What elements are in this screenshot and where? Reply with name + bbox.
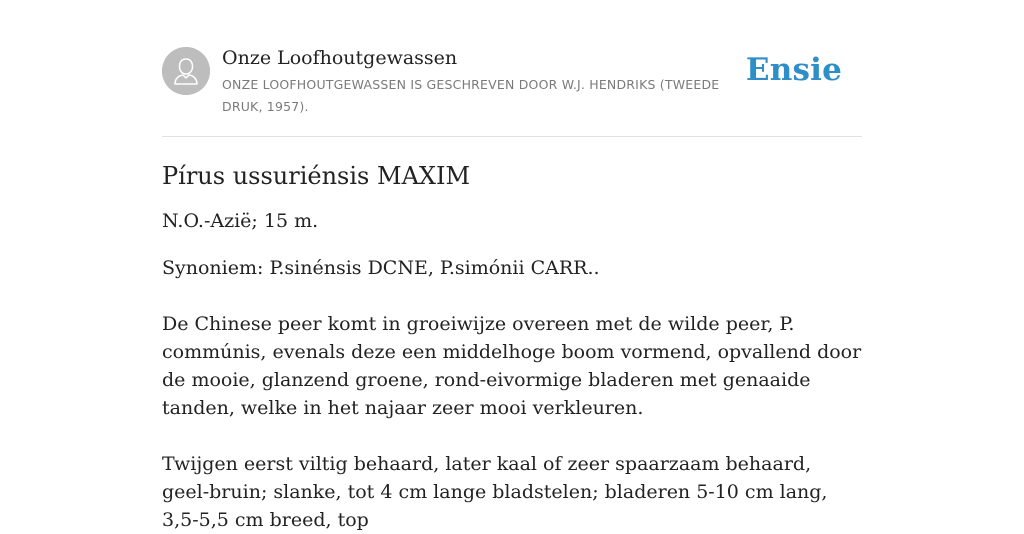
page — [162, 0, 862, 531]
ensie-logo[interactable]: Ensie — [745, 52, 842, 88]
article-paragraph: Twijgen eerst viltig behaard, later kaal of zeer spaarzaam behaard, geel-bruin; slanke, tot 4 cm lange bladstelen; bladeren 5-10 cm lang, 3,5-5,5 cm breed, top — [162, 453, 828, 531]
article-paragraph: De Chinese peer komt in groeiwijze overeen met de wilde peer, P. commúnis, evenals deze een middelhoge boom vormend, opvallend door de mooie, glanzend groene, rond-eivormige bladeren met genaaide tanden, welke in het najaar zeer mooi verkleuren. — [162, 313, 862, 419]
user-avatar-graphic — [162, 47, 210, 95]
user-avatar-icon[interactable] — [162, 47, 210, 95]
article-paragraph: N.O.-Azië; 15 m. — [162, 210, 319, 232]
author-description: ONZE LOOFHOUTGEWASSEN IS GESCHREVEN DOOR W.J. HENDRIKS (TWEEDE DRUK, 1957). — [222, 77, 720, 114]
article-paragraph: Synoniem: P.sinénsis DCNE, P.simónii CARR.. — [162, 257, 600, 279]
author-name-link[interactable]: Onze Loofhoutgewassen — [222, 47, 458, 69]
article-title: Pírus ussuriénsis MAXIM — [162, 162, 471, 190]
author-info — [222, 44, 762, 118]
article-content — [162, 137, 862, 534]
author-header — [162, 0, 862, 137]
